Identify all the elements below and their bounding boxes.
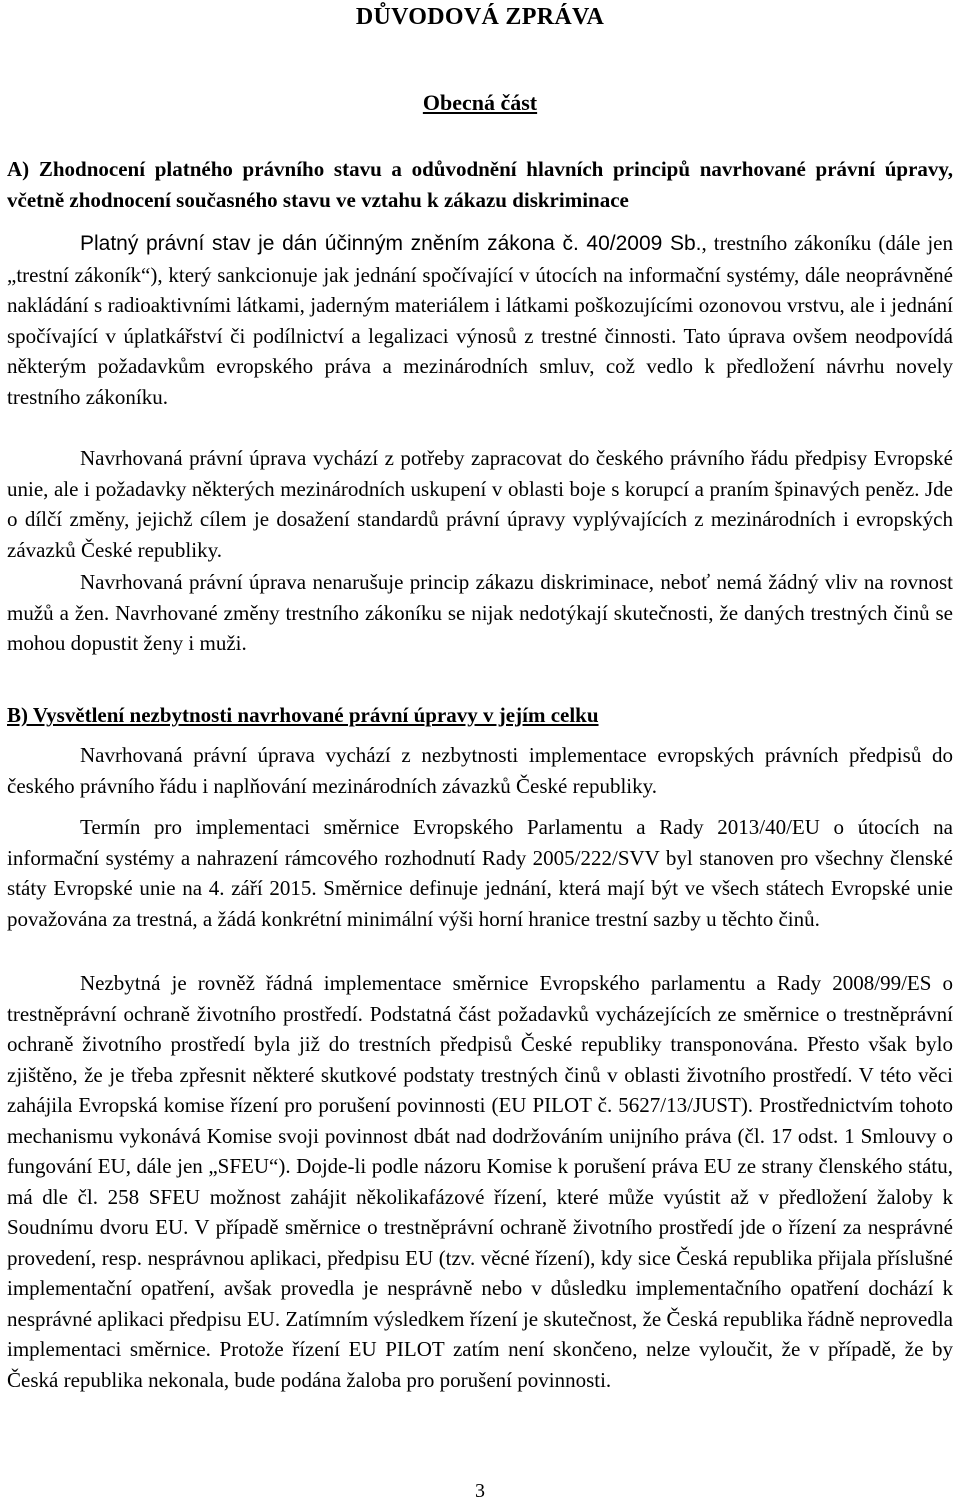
section-a-paragraph-2: Navrhovaná právní úprava vychází z potřeby zapracovat do českého právního řádu předpisy Evropské unie, ale i požadavky některých mezinárodních uskupení v oblasti boje s korupcí a praním špinavých peněz. Jde o dílčí změny, jejichž cílem je dosažení standardů právní úpravy vyplývajících z mezinárodních i evropských závazků České republiky. xyxy=(7,446,953,562)
page-number: 3 xyxy=(475,1480,485,1502)
paragraph-text-tail: Tato úprava ovšem neodpovídá některým požadavkům evropského práva a mezinárodních smluv, což vedlo k předložení návrhu novely trestního zákoníku. xyxy=(7,323,953,409)
section-subtitle: Obecná část xyxy=(422,90,538,115)
section-b-paragraph-1: Navrhovaná právní úprava vychází z nezbytnosti implementace evropských právních předpisů do českého právního řádu i naplňování mezinárodních závazků České republiky. xyxy=(7,743,953,798)
section-b-paragraph-3: Nezbytná je rovněž řádná implementace směrnice Evropského parlamentu a Rady 2008/99/ES o trestněprávní ochraně životního prostředí. Podstatná část požadavků vycházejících ze směrnice o trestněprávní ochraně životního prostředí byla již do trestních předpisů České republiky transponována. Přesto však bylo zjištěno, že je třeba zpřesnit některé skutkové podstaty trestných činů v oblasti životního prostředí. V této věci zahájila Evropská komise řízení pro porušení povinnosti (EU PILOT č. 5627/13/JUST). Prostřednictvím tohoto mechanismu vykonává Komise svoji povinnost dbát nad dodržováním unijního práva (čl. 17 odst. 1 Smlouvy o fungování EU, dále jen „SFEU“). Dojde-li podle názoru Komise k porušení práva EU ze strany členského státu, má dle čl. 258 SFEU možnost zahájit několikafázové řízení, které může vyústit až v předložení žaloby k Soudnímu dvoru EU. V případě směrnice o trestněprávní ochraně životního prostředí jde o řízení za nesprávné provedení, resp. nesprávnou aplikaci, předpisu EU (tzv. věcné řízení), kdy sice Česká republika přijala příslušné implementační opatření, avšak provedla je nesprávně nebo v důsledku implementačního opatření dochází k nesprávné aplikaci předpisu EU. Zatímním výsledkem řízení je skutečnost, že Česká republika řádně neprovedla implementaci směrnice. Protože řízení EU PILOT zatím není skončeno, nelze vyloučit, že v případě, že by Česká republika nekonala, bude podána žaloba pro porušení povinnosti. xyxy=(7,971,953,1392)
section-b-heading: B) Vysvětlení nezbytnosti navrhované právní úpravy v jejím celku xyxy=(7,703,599,727)
section-a-heading: A) Zhodnocení platného právního stavu a odůvodnění hlavních principů navrhované právní úpravy, včetně zhodnocení současného stavu ve vztahu k zákazu diskriminace xyxy=(7,157,953,212)
section-a-paragraph-1 xyxy=(7,228,953,412)
paragraph-text: , trestního zákoníku (dále jen „trestní zákoník“), který sankcionuje jak jednání spočívající v útocích na informační systémy, dále neoprávněné nakládání s radioaktivními látkami, jaderným materiálem i látkami poškozujícími ozonovou vrstvu, ale i jednání spočívající v úplatkářství či podílnictví a legalizaci výnosů z trestné činnosti. xyxy=(7,231,954,348)
paragraph-lead-text: Platný právní stav je dán účinným zněním zákona č. 40/2009 Sb. xyxy=(80,232,702,255)
section-b-paragraph-2: Termín pro implementaci směrnice Evropského Parlamentu a Rady 2013/40/EU o útocích na informační systémy a nahrazení rámcového rozhodnutí Rady 2005/222/SVV byl stanoven pro všechny členské státy Evropské unie na 4. září 2015. Směrnice definuje jednání, která mají být ve všech státech Evropské unie považována za trestná, a žádá konkrétní minimální výši horní hranice trestní sazby u těchto činů. xyxy=(7,815,953,931)
document-title: DŮVODOVÁ ZPRÁVA xyxy=(355,4,605,30)
section-a-paragraph-3: Navrhovaná právní úprava nenarušuje princip zákazu diskriminace, neboť nemá žádný vliv na rovnost mužů a žen. Navrhované změny trestního zákoníku se nijak nedotýkají skutečnosti, že daných trestných činů se mohou dopustit ženy i muži. xyxy=(7,570,953,655)
